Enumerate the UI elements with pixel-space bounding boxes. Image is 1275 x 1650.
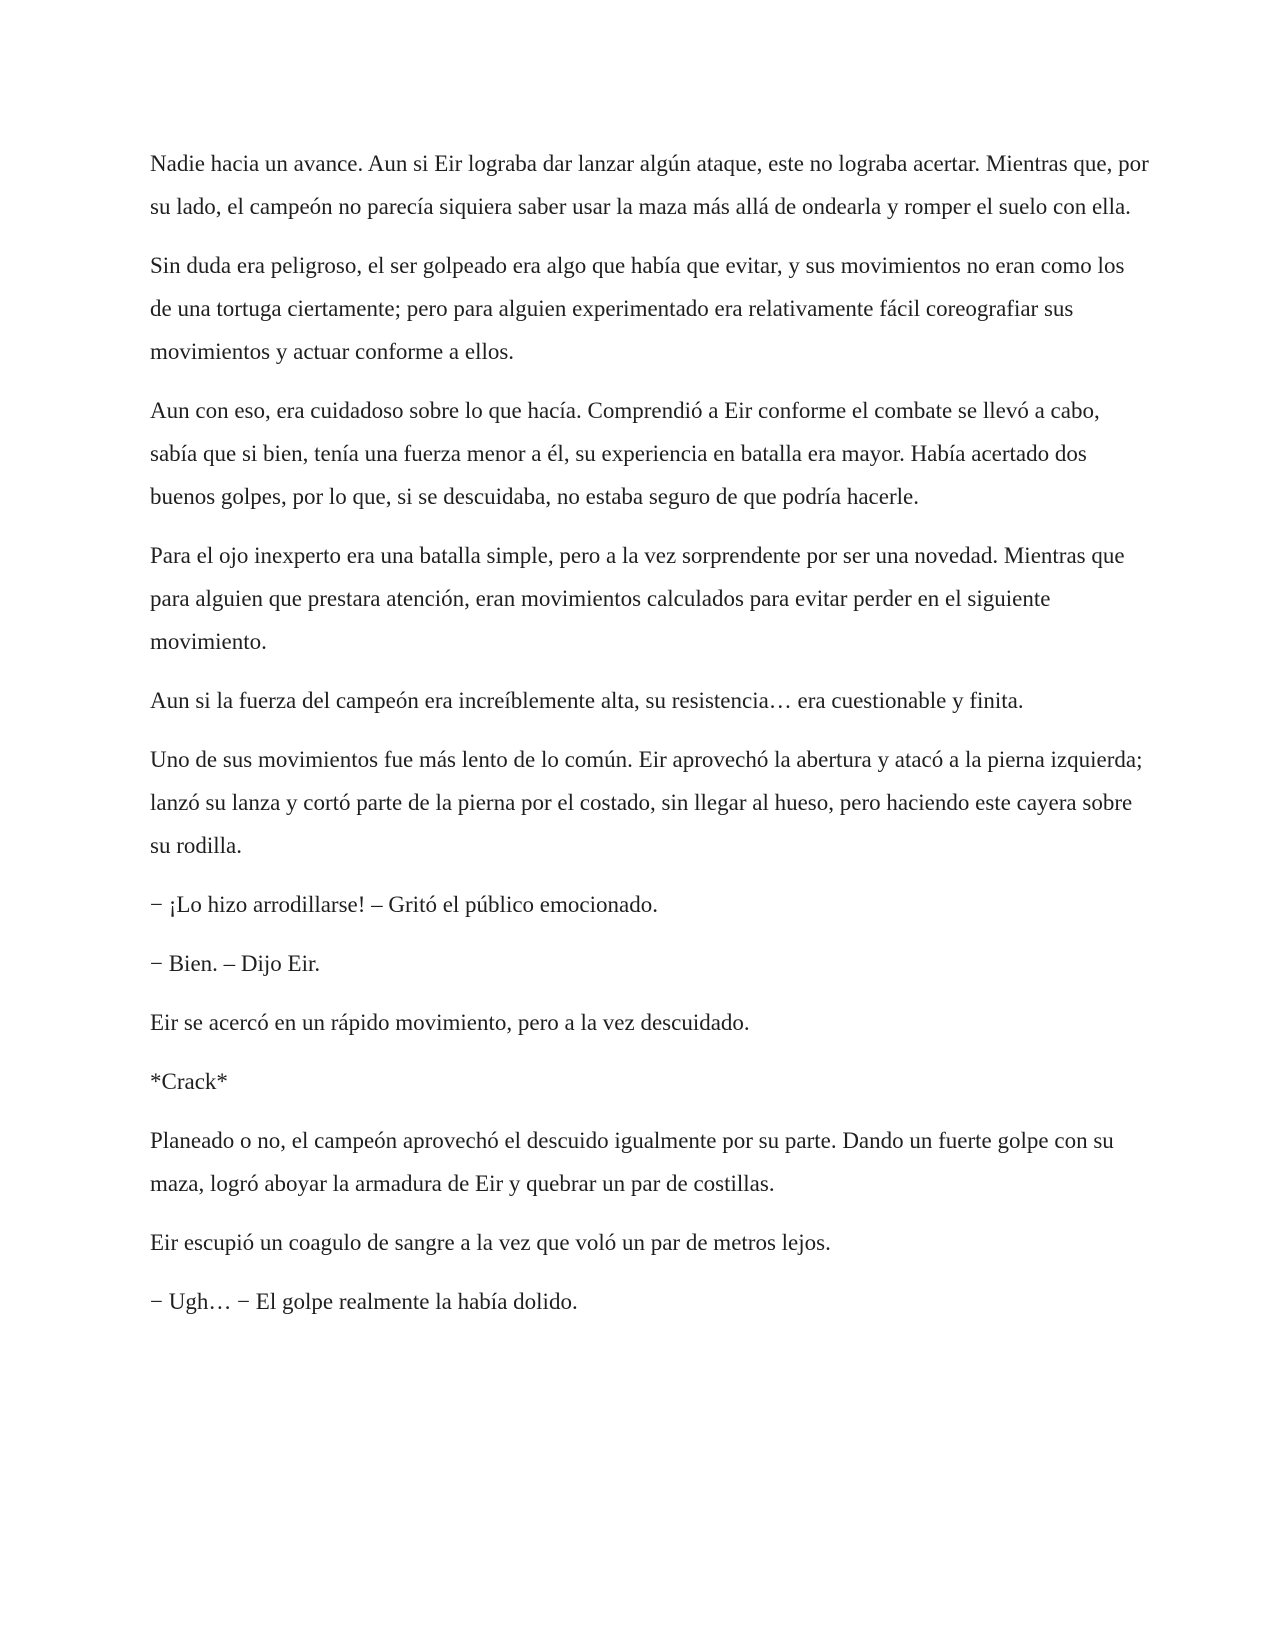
paragraph: Para el ojo inexperto era una batalla simple, pero a la vez sorprendente por ser una novedad. Mientras que para alguien que prestara atención, eran movimientos calculados para evitar perder en el siguiente movimiento. bbox=[150, 543, 1125, 654]
paragraph: Sin duda era peligroso, el ser golpeado era algo que había que evitar, y sus movimientos no eran como los de una tortuga ciertamente; pero para alguien experimentado era relativamente fácil coreografiar sus movimientos y actuar conforme a ellos. bbox=[150, 253, 1125, 364]
paragraph: Eir escupió un coagulo de sangre a la vez que voló un par de metros lejos. bbox=[150, 1230, 831, 1255]
paragraph: Aun con eso, era cuidadoso sobre lo que hacía. Comprendió a Eir conforme el combate se llevó a cabo, sabía que si bien, tenía una fuerza menor a él, su experiencia en batalla era mayor. Había acertado dos buenos golpes, por lo que, si se descuidaba, no estaba seguro de que podría hacerle. bbox=[150, 398, 1100, 509]
paragraph: Eir se acercó en un rápido movimiento, pero a la vez descuidado. bbox=[150, 1010, 750, 1035]
sound-effect-line: *Crack* bbox=[150, 1069, 228, 1094]
paragraph: Planeado o no, el campeón aprovechó el descuido igualmente por su parte. Dando un fuerte golpe con su maza, logró aboyar la armadura de Eir y quebrar un par de costillas. bbox=[150, 1128, 1114, 1196]
paragraph: Aun si la fuerza del campeón era increíblemente alta, su resistencia… era cuestionable y finita. bbox=[150, 688, 1024, 713]
dialogue-line: − ¡Lo hizo arrodillarse! – Gritó el público emocionado. bbox=[150, 892, 658, 917]
dialogue-line: − Ugh… − El golpe realmente la había dolido. bbox=[150, 1289, 578, 1314]
dialogue-line: − Bien. – Dijo Eir. bbox=[150, 951, 321, 976]
paragraph: Nadie hacia un avance. Aun si Eir lograba dar lanzar algún ataque, este no lograba acertar. Mientras que, por su lado, el campeón no parecía siquiera saber usar la maza más allá de ondearla y romper el suelo con ella. bbox=[150, 151, 1149, 219]
paragraph: Uno de sus movimientos fue más lento de lo común. Eir aprovechó la abertura y atacó a la pierna izquierda; lanzó su lanza y cortó parte de la pierna por el costado, sin llegar al hueso, pero haciendo este cayera sobre su rodilla. bbox=[150, 747, 1143, 858]
document-body bbox=[150, 142, 1150, 1339]
